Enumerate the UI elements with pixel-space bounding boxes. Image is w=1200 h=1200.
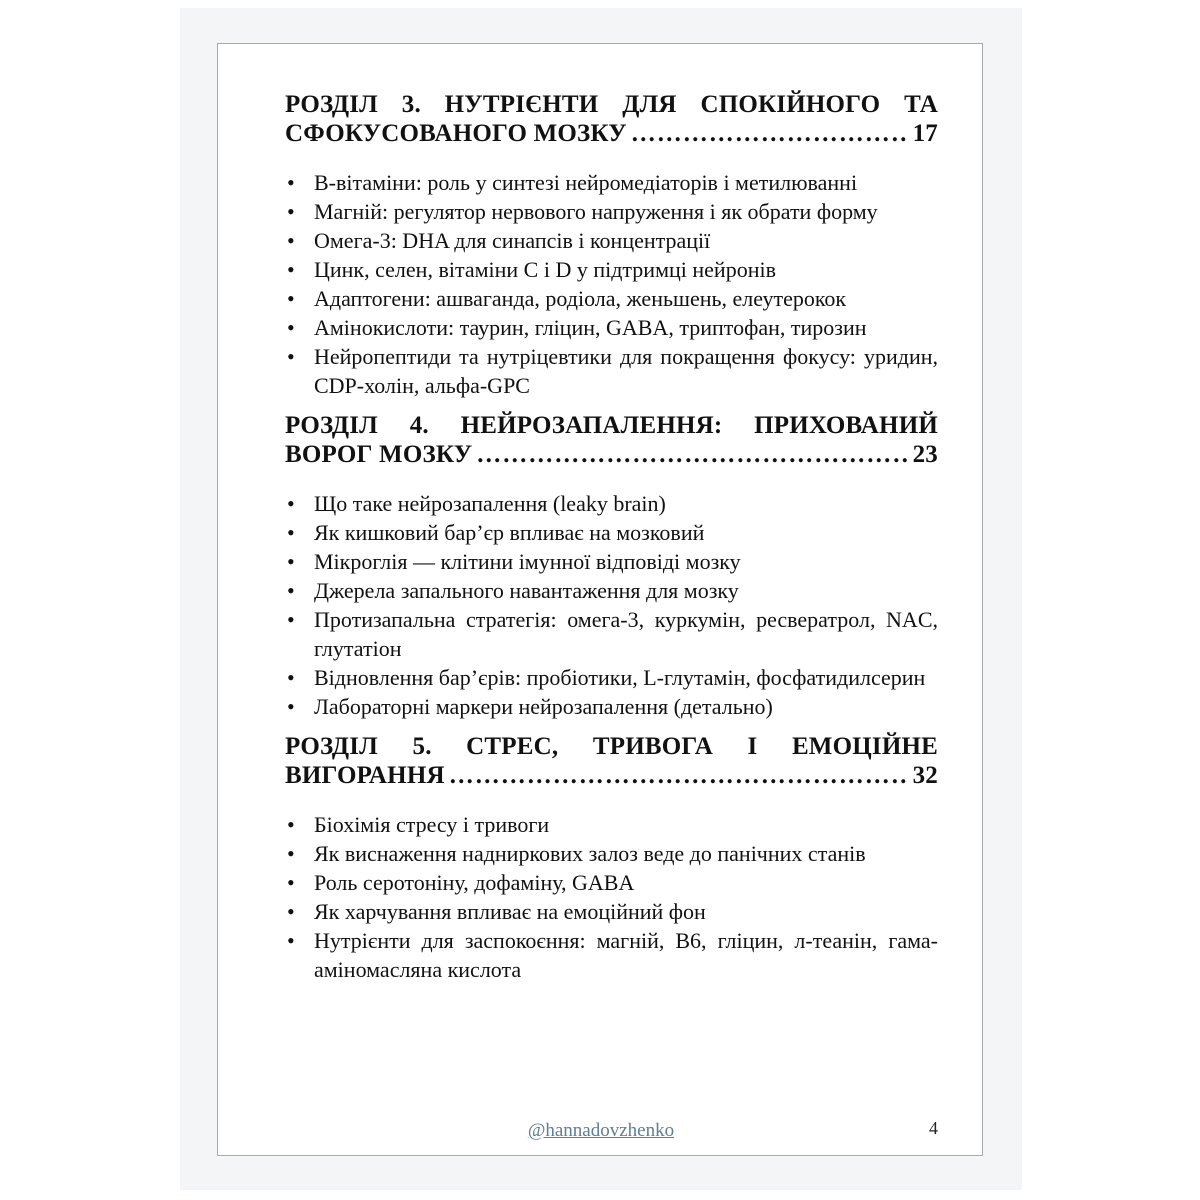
heading-text: СФОКУСОВАНОГО МОЗКУ bbox=[285, 120, 627, 147]
heading-word: НУТРІЄНТИ bbox=[444, 91, 599, 118]
list-item: • Мікроглія — клітини імунної відповіді мозку bbox=[285, 547, 938, 576]
toc-section-4 bbox=[285, 411, 938, 721]
section-topic-list bbox=[285, 489, 938, 721]
dot-leader bbox=[449, 761, 909, 790]
section-page-number: 23 bbox=[912, 441, 938, 468]
section-heading-line1 bbox=[285, 411, 938, 440]
list-item: • Омега-3: DHA для синапсів і концентрації bbox=[285, 226, 938, 255]
list-item: • Лабораторні маркери нейрозапалення (детально) bbox=[285, 692, 938, 721]
section-heading[interactable] bbox=[285, 732, 938, 790]
heading-word: 4. bbox=[409, 412, 429, 439]
section-page-number: 32 bbox=[912, 762, 938, 789]
heading-word: ТРИВОГА bbox=[592, 733, 713, 760]
section-heading[interactable] bbox=[285, 411, 938, 469]
section-page-number: 17 bbox=[912, 120, 938, 147]
section-topic-list bbox=[285, 810, 938, 984]
list-item: • Що таке нейрозапалення (leaky brain) bbox=[285, 489, 938, 518]
dot-leader bbox=[476, 440, 908, 469]
list-item: • Як виснаження надниркових залоз веде до панічних станів bbox=[285, 839, 938, 868]
heading-word: 5. bbox=[412, 733, 432, 760]
list-item: • Як харчування впливає на емоційний фон bbox=[285, 897, 938, 926]
heading-word: ПРИХОВАНИЙ bbox=[754, 412, 938, 439]
list-item: • Нутрієнти для заспокоєння: магній, B6, гліцин, л-теанін, гама-аміномасляна кислота bbox=[285, 926, 938, 984]
heading-word: І bbox=[747, 733, 758, 760]
heading-word: НЕЙРОЗАПАЛЕННЯ: bbox=[460, 412, 723, 439]
section-heading-line2 bbox=[285, 119, 938, 148]
heading-word: ЕМОЦІЙНЕ bbox=[791, 733, 938, 760]
toc-section-3 bbox=[285, 90, 938, 400]
document-page bbox=[217, 43, 983, 1156]
list-item: • Адаптогени: ашваганда, родіола, женьшень, елеутерокок bbox=[285, 284, 938, 313]
list-item: • Магній: регулятор нервового напруження і як обрати форму bbox=[285, 197, 938, 226]
section-heading-line2 bbox=[285, 440, 938, 469]
heading-word: ТА bbox=[904, 91, 938, 118]
toc-section-5 bbox=[285, 732, 938, 984]
section-topic-list bbox=[285, 168, 938, 400]
heading-word: РОЗДІЛ bbox=[285, 733, 378, 760]
author-handle-link[interactable]: @hannadovzhenko bbox=[527, 1120, 675, 1141]
section-heading[interactable] bbox=[285, 90, 938, 148]
heading-word: СПОКІЙНОГО bbox=[700, 91, 881, 118]
dot-leader bbox=[631, 119, 909, 148]
list-item: • Біохімія стресу і тривоги bbox=[285, 810, 938, 839]
heading-word: РОЗДІЛ bbox=[285, 91, 378, 118]
list-item: • В-вітаміни: роль у синтезі нейромедіаторів і метилюванні bbox=[285, 168, 938, 197]
heading-text: ВИГОРАННЯ bbox=[285, 762, 445, 789]
heading-word: 3. bbox=[401, 91, 421, 118]
heading-word: СТРЕС, bbox=[466, 733, 559, 760]
list-item: • Джерела запального навантаження для мозку bbox=[285, 576, 938, 605]
list-item: • Роль серотоніну, дофаміну, GABA bbox=[285, 868, 938, 897]
list-item: • Відновлення бар’єрів: пробіотики, L-глутамін, фосфатидилсерин bbox=[285, 663, 938, 692]
list-item: • Цинк, селен, вітаміни C і D у підтримці нейронів bbox=[285, 255, 938, 284]
section-heading-line1 bbox=[285, 732, 938, 761]
list-item: • Як кишковий бар’єр впливає на мозковий bbox=[285, 518, 938, 547]
heading-word: ДЛЯ bbox=[622, 91, 677, 118]
section-heading-line2 bbox=[285, 761, 938, 790]
list-item: • Протизапальна стратегія: омега-3, куркумін, ресвератрол, NAC, глутатіон bbox=[285, 605, 938, 663]
table-of-contents bbox=[285, 90, 938, 995]
page-number: 4 bbox=[929, 1118, 938, 1138]
list-item: • Амінокислоти: таурин, гліцин, GABA, триптофан, тирозин bbox=[285, 313, 938, 342]
heading-text: ВОРОГ МОЗКУ bbox=[285, 441, 473, 468]
list-item: • Нейропептиди та нутріцевтики для покращення фокусу: уридин, CDP-холін, альфа-GPC bbox=[285, 342, 938, 400]
section-heading-line1 bbox=[285, 90, 938, 119]
heading-word: РОЗДІЛ bbox=[285, 412, 378, 439]
